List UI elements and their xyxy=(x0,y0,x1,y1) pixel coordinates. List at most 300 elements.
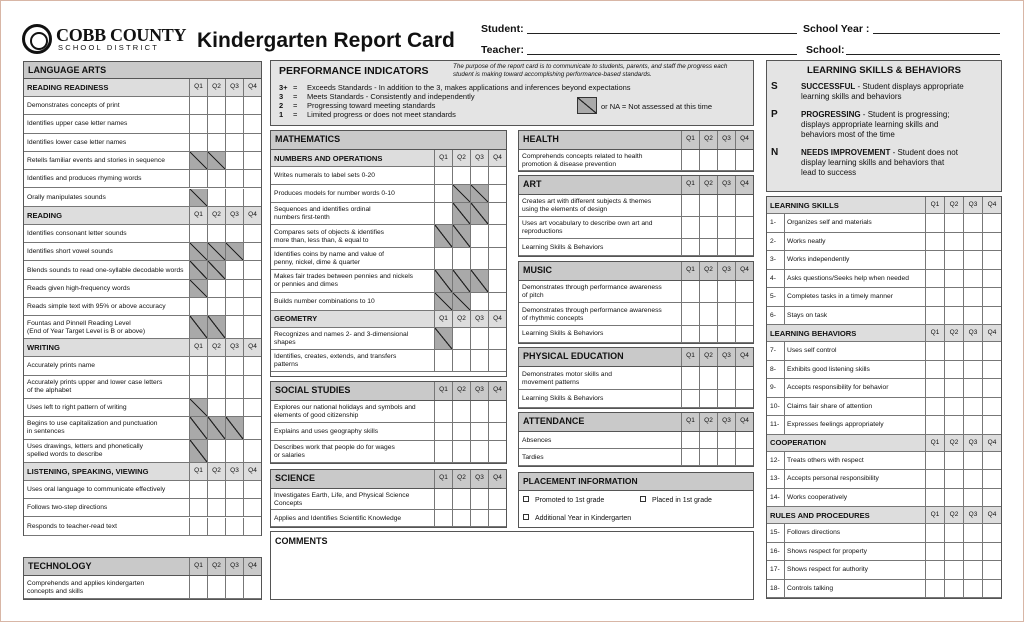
grade-cell-q4[interactable] xyxy=(243,115,261,132)
grade-cell-q3[interactable] xyxy=(470,293,488,310)
table-row xyxy=(271,185,506,203)
grade-cell-q1[interactable] xyxy=(189,518,207,535)
grade-cell-q3[interactable] xyxy=(963,470,982,488)
grade-cell-q4[interactable] xyxy=(243,316,261,338)
grade-cell-q1[interactable] xyxy=(434,489,452,509)
grade-cell-q2[interactable] xyxy=(699,195,717,216)
grade-cell-q3[interactable] xyxy=(470,489,488,509)
grade-cell-q2[interactable] xyxy=(944,379,963,397)
grade-cell-q2[interactable] xyxy=(452,328,470,349)
grade-cell-q3[interactable] xyxy=(717,326,735,342)
grade-cell-q4[interactable] xyxy=(243,152,261,169)
grade-cell-q3[interactable] xyxy=(225,376,243,398)
grade-cell-q1[interactable] xyxy=(925,233,944,251)
grade-cell-q2[interactable] xyxy=(944,524,963,542)
grade-cell-q4[interactable] xyxy=(735,449,753,465)
grade-cell-q1[interactable] xyxy=(189,97,207,114)
grade-cell-q4[interactable] xyxy=(735,239,753,255)
performance-row xyxy=(279,83,631,92)
grade-cell-q1[interactable] xyxy=(925,416,944,434)
grade-cell-q4[interactable] xyxy=(488,293,506,310)
grade-cell-q3[interactable] xyxy=(470,401,488,422)
grade-cell-q4[interactable] xyxy=(982,470,1001,488)
grade-cell-q1[interactable] xyxy=(681,390,699,407)
table-row xyxy=(767,288,1001,307)
table-row xyxy=(271,489,506,510)
grade-cell-q3[interactable] xyxy=(225,357,243,374)
grade-cell-q3[interactable] xyxy=(470,441,488,462)
grade-cell-q2[interactable] xyxy=(944,288,963,306)
technology-section xyxy=(23,557,262,600)
grade-cell-q1[interactable] xyxy=(189,115,207,132)
grade-cell-q3[interactable] xyxy=(470,225,488,246)
grade-cell-q4[interactable] xyxy=(488,248,506,269)
quarter-header-q2: Q2 xyxy=(207,207,225,224)
grade-cell-q4[interactable] xyxy=(243,399,261,416)
grade-cell-q4[interactable] xyxy=(735,217,753,238)
grade-cell-q2[interactable] xyxy=(944,361,963,379)
grade-cell-q2[interactable] xyxy=(944,342,963,360)
grade-cell-q3[interactable] xyxy=(470,510,488,526)
grade-cell-q1[interactable] xyxy=(189,298,207,315)
grade-cell-q1[interactable] xyxy=(925,398,944,416)
grade-cell-q3[interactable] xyxy=(963,288,982,306)
grade-cell-q4[interactable] xyxy=(735,281,753,302)
row-label: Demonstrates through performance awareness of rhythmic concepts xyxy=(522,306,662,322)
grade-cell-q3[interactable] xyxy=(225,225,243,242)
number-divider xyxy=(784,342,785,360)
promoted-option[interactable] xyxy=(523,496,604,504)
table-row xyxy=(767,214,1001,233)
grade-cell-q4[interactable] xyxy=(243,261,261,278)
grade-cell-q4[interactable] xyxy=(243,189,261,206)
grade-cell-q1[interactable] xyxy=(189,576,207,598)
row-number: 8- xyxy=(770,365,776,373)
grade-cell-q1[interactable] xyxy=(434,185,452,202)
grade-cell-q3[interactable] xyxy=(963,489,982,507)
table-row xyxy=(271,167,506,185)
grade-cell-q4[interactable] xyxy=(982,214,1001,232)
grade-cell-q2[interactable] xyxy=(207,440,225,462)
grade-cell-q2[interactable] xyxy=(944,543,963,561)
grade-cell-q2[interactable] xyxy=(699,303,717,324)
grade-cell-q3[interactable] xyxy=(963,307,982,325)
grade-cell-q3[interactable] xyxy=(717,449,735,465)
grade-cell-q3[interactable] xyxy=(470,328,488,349)
grade-cell-q4[interactable] xyxy=(982,561,1001,579)
number-divider xyxy=(784,270,785,288)
grade-cell-q4[interactable] xyxy=(488,350,506,371)
subhead-rules-and-procedures xyxy=(767,507,1001,524)
grade-cell-q2[interactable] xyxy=(944,489,963,507)
grade-cell-q1[interactable] xyxy=(189,225,207,242)
grade-cell-q1[interactable] xyxy=(189,357,207,374)
grade-cell-q2[interactable] xyxy=(207,134,225,151)
grade-cell-q2[interactable] xyxy=(699,390,717,407)
quarter-header-q4: Q4 xyxy=(243,463,261,480)
number-divider xyxy=(784,489,785,507)
grade-cell-q2[interactable] xyxy=(699,239,717,255)
comments-section[interactable] xyxy=(270,531,754,600)
table-row xyxy=(24,376,261,399)
grade-cell-q2[interactable] xyxy=(207,576,225,598)
grade-cell-q3[interactable] xyxy=(963,342,982,360)
grade-cell-q1[interactable] xyxy=(434,203,452,224)
grade-cell-q1[interactable] xyxy=(925,524,944,542)
row-label: Organizes self and materials xyxy=(787,219,872,227)
grade-cell-q1[interactable] xyxy=(434,510,452,526)
physical-education-section xyxy=(518,347,754,409)
grade-cell-q2[interactable] xyxy=(944,398,963,416)
school-year-field[interactable] xyxy=(873,33,1000,34)
row-label: Accepts responsibility for behavior xyxy=(787,384,889,392)
grade-cell-q3[interactable] xyxy=(470,350,488,371)
placed-checkbox[interactable] xyxy=(640,496,646,502)
table-row xyxy=(767,307,1001,326)
grade-cell-q1[interactable] xyxy=(681,326,699,342)
row-label: Demonstrates concepts of print xyxy=(27,102,120,110)
grade-cell-q4[interactable] xyxy=(982,251,1001,269)
grade-cell-q4[interactable] xyxy=(735,195,753,216)
grade-cell-q1[interactable] xyxy=(681,150,699,170)
grade-cell-q2[interactable] xyxy=(207,280,225,297)
grade-cell-q4[interactable] xyxy=(243,97,261,114)
table-row xyxy=(24,298,261,316)
grade-cell-q1[interactable] xyxy=(434,423,452,439)
grade-cell-q1[interactable] xyxy=(925,452,944,470)
grade-cell-q2[interactable] xyxy=(699,326,717,342)
grade-cell-q4[interactable] xyxy=(982,398,1001,416)
grade-cell-q2[interactable] xyxy=(699,432,717,448)
grade-cell-q1[interactable] xyxy=(189,499,207,516)
grade-cell-q3[interactable] xyxy=(225,499,243,516)
table-row xyxy=(767,251,1001,270)
grade-cell-q4[interactable] xyxy=(982,233,1001,251)
quarter-header-q4: Q4 xyxy=(243,79,261,96)
grade-cell-q1[interactable] xyxy=(681,367,699,389)
grade-cell-q2[interactable] xyxy=(452,248,470,269)
grade-cell-q1[interactable] xyxy=(925,580,944,598)
grade-cell-q1[interactable] xyxy=(681,449,699,465)
grade-cell-q1[interactable] xyxy=(925,489,944,507)
grade-cell-q2[interactable] xyxy=(207,298,225,315)
promoted-checkbox[interactable] xyxy=(523,496,529,502)
grade-cell-q3[interactable] xyxy=(225,115,243,132)
grade-cell-q3[interactable] xyxy=(963,452,982,470)
grade-cell-q3[interactable] xyxy=(963,251,982,269)
quarter-header-q4: Q4 xyxy=(982,325,1001,341)
grade-cell-q1[interactable] xyxy=(925,307,944,325)
grade-cell-q4[interactable] xyxy=(735,150,753,170)
lsb-legend-desc: - Student does not display learning skills and behaviors that lead to success xyxy=(801,148,958,177)
grade-cell-q4[interactable] xyxy=(982,489,1001,507)
grade-cell-q2[interactable] xyxy=(207,481,225,498)
placed-option[interactable] xyxy=(640,496,712,504)
grade-cell-q4[interactable] xyxy=(243,225,261,242)
grade-cell-q1[interactable] xyxy=(925,270,944,288)
grade-cell-q3[interactable] xyxy=(717,390,735,407)
grade-cell-q2[interactable] xyxy=(207,97,225,114)
grade-cell-q3[interactable] xyxy=(963,214,982,232)
grade-cell-q3[interactable] xyxy=(225,481,243,498)
grade-cell-q4[interactable] xyxy=(982,452,1001,470)
grade-cell-q2[interactable] xyxy=(944,561,963,579)
grade-cell-q1[interactable] xyxy=(681,432,699,448)
row-label: Demonstrates motor skills and movement patterns xyxy=(522,370,612,386)
grade-cell-q4[interactable] xyxy=(243,134,261,151)
grade-cell-q3[interactable] xyxy=(717,239,735,255)
grade-cell-q2[interactable] xyxy=(944,233,963,251)
table-row xyxy=(271,510,506,527)
grade-cell-q4[interactable] xyxy=(488,167,506,184)
grade-cell-q4[interactable] xyxy=(243,417,261,439)
grade-cell-q3[interactable] xyxy=(225,280,243,297)
table-row xyxy=(767,561,1001,580)
grade-cell-q2[interactable] xyxy=(207,499,225,516)
grade-cell-q2[interactable] xyxy=(699,449,717,465)
grade-cell-q3[interactable] xyxy=(225,97,243,114)
grade-cell-q2[interactable] xyxy=(207,115,225,132)
grade-cell-q4[interactable] xyxy=(488,401,506,422)
grade-cell-q4[interactable] xyxy=(243,481,261,498)
grade-cell-q3[interactable] xyxy=(225,152,243,169)
grade-cell-q3[interactable] xyxy=(225,134,243,151)
grade-cell-q1[interactable] xyxy=(681,217,699,238)
grade-cell-q4[interactable] xyxy=(243,576,261,598)
grade-cell-q4[interactable] xyxy=(488,510,506,526)
grade-cell-q2 xyxy=(207,152,225,169)
district-seal-icon xyxy=(22,24,52,54)
additional-year-checkbox[interactable] xyxy=(523,514,529,520)
grade-cell-q2[interactable] xyxy=(944,416,963,434)
grade-cell-q3[interactable] xyxy=(225,518,243,535)
grade-cell-q2[interactable] xyxy=(452,441,470,462)
grade-cell-q4[interactable] xyxy=(735,432,753,448)
grade-cell-q3[interactable] xyxy=(963,524,982,542)
grade-cell-q4[interactable] xyxy=(243,280,261,297)
quarter-header-q2: Q2 xyxy=(452,470,470,488)
row-label: Explains and uses geography skills xyxy=(274,427,379,435)
grade-cell-q4[interactable] xyxy=(982,543,1001,561)
grade-cell-q1[interactable] xyxy=(681,239,699,255)
grade-cell-q3[interactable] xyxy=(225,298,243,315)
grade-cell-q4[interactable] xyxy=(982,524,1001,542)
grade-cell-q2[interactable] xyxy=(944,214,963,232)
grade-cell-q3[interactable] xyxy=(470,423,488,439)
grade-cell-q2[interactable] xyxy=(207,518,225,535)
performance-equals: = xyxy=(293,83,298,92)
grade-cell-q2[interactable] xyxy=(452,167,470,184)
grade-cell-q3[interactable] xyxy=(225,399,243,416)
grade-cell-q3[interactable] xyxy=(963,233,982,251)
grade-cell-q4[interactable] xyxy=(982,379,1001,397)
grade-cell-q3[interactable] xyxy=(963,416,982,434)
grade-cell-q4[interactable] xyxy=(735,367,753,389)
grade-cell-q2[interactable] xyxy=(207,357,225,374)
grade-cell-q4[interactable] xyxy=(735,326,753,342)
grade-cell-q3[interactable] xyxy=(963,270,982,288)
row-label: Identifies short vowel sounds xyxy=(27,248,113,256)
grade-cell-q4[interactable] xyxy=(982,416,1001,434)
performance-equals: = xyxy=(293,101,298,110)
grade-cell-q1[interactable] xyxy=(681,195,699,216)
grade-cell-q3[interactable] xyxy=(470,167,488,184)
grade-cell-q1[interactable] xyxy=(434,441,452,462)
grade-cell-q3[interactable] xyxy=(717,150,735,170)
number-divider xyxy=(784,543,785,561)
grade-cell-q4[interactable] xyxy=(488,203,506,224)
performance-row xyxy=(279,92,475,101)
grade-cell-q2[interactable] xyxy=(452,489,470,509)
science-section xyxy=(270,469,507,528)
grade-cell-q2[interactable] xyxy=(699,150,717,170)
row-label: Follows two-step directions xyxy=(27,504,108,512)
grade-cell-q3[interactable] xyxy=(717,217,735,238)
grade-cell-q1[interactable] xyxy=(434,401,452,422)
grade-cell-q1[interactable] xyxy=(189,170,207,187)
row-label: Applies and Identifies Scientific Knowledge xyxy=(274,514,402,522)
school-field[interactable] xyxy=(846,54,1000,55)
grade-cell-q1[interactable] xyxy=(925,288,944,306)
grade-cell-q1[interactable] xyxy=(925,361,944,379)
additional-year-option[interactable] xyxy=(523,514,631,522)
grade-cell-q1[interactable] xyxy=(434,350,452,371)
grade-cell-q4[interactable] xyxy=(982,580,1001,598)
grade-cell-q4[interactable] xyxy=(982,270,1001,288)
grade-cell-q4[interactable] xyxy=(982,361,1001,379)
grade-cell-q2[interactable] xyxy=(452,510,470,526)
table-row xyxy=(24,499,261,517)
grade-cell-q4[interactable] xyxy=(488,489,506,509)
grade-cell-q1[interactable] xyxy=(925,379,944,397)
grade-cell-q3[interactable] xyxy=(717,303,735,324)
table-row xyxy=(767,398,1001,417)
grade-cell-q2[interactable] xyxy=(944,470,963,488)
grade-cell-q2 xyxy=(452,203,470,224)
grade-cell-q2[interactable] xyxy=(207,225,225,242)
grade-cell-q2[interactable] xyxy=(944,270,963,288)
grade-cell-q3[interactable] xyxy=(225,189,243,206)
grade-cell-q2[interactable] xyxy=(452,350,470,371)
grade-cell-q1 xyxy=(434,328,452,349)
grade-cell-q3[interactable] xyxy=(717,432,735,448)
grade-cell-q4[interactable] xyxy=(243,243,261,260)
grade-cell-q2[interactable] xyxy=(207,376,225,398)
grade-cell-q4[interactable] xyxy=(488,185,506,202)
grade-cell-q3[interactable] xyxy=(717,281,735,302)
grade-cell-q2[interactable] xyxy=(944,307,963,325)
grade-cell-q2[interactable] xyxy=(699,217,717,238)
grade-cell-q1[interactable] xyxy=(189,134,207,151)
quarter-header-q4: Q4 xyxy=(243,339,261,356)
quarter-header-q2: Q2 xyxy=(452,311,470,327)
grade-cell-q1[interactable] xyxy=(925,470,944,488)
grade-cell-q1[interactable] xyxy=(189,481,207,498)
grade-cell-q2[interactable] xyxy=(452,401,470,422)
grade-cell-q1[interactable] xyxy=(925,342,944,360)
grade-cell-q4[interactable] xyxy=(982,342,1001,360)
grade-cell-q3[interactable] xyxy=(963,398,982,416)
grade-cell-q4[interactable] xyxy=(243,499,261,516)
grade-cell-q3[interactable] xyxy=(225,261,243,278)
grade-cell-q2 xyxy=(452,225,470,246)
table-row xyxy=(767,580,1001,599)
grade-cell-q2[interactable] xyxy=(207,170,225,187)
grade-cell-q2[interactable] xyxy=(944,580,963,598)
grade-cell-q4[interactable] xyxy=(488,423,506,439)
grade-cell-q2 xyxy=(207,417,225,439)
grade-cell-q4[interactable] xyxy=(243,357,261,374)
row-number: 11- xyxy=(770,421,780,429)
grade-cell-q4[interactable] xyxy=(243,518,261,535)
not-assessed-text: or NA = Not assessed at this time xyxy=(601,102,713,111)
row-label: Shows respect for authority xyxy=(787,566,869,574)
grade-cell-q4[interactable] xyxy=(735,303,753,324)
student-field[interactable] xyxy=(527,33,797,34)
grade-cell-q1[interactable] xyxy=(434,248,452,269)
science-title-title: SCIENCE xyxy=(275,473,316,483)
grade-cell-q2[interactable] xyxy=(207,399,225,416)
grade-cell-q4[interactable] xyxy=(488,328,506,349)
grade-cell-q4[interactable] xyxy=(488,270,506,291)
row-label: Identifies consonant letter sounds xyxy=(27,229,127,237)
grade-cell-q1[interactable] xyxy=(925,543,944,561)
grade-cell-q2[interactable] xyxy=(699,367,717,389)
grade-cell-q3[interactable] xyxy=(963,543,982,561)
number-divider xyxy=(784,379,785,397)
grade-cell-q3[interactable] xyxy=(717,195,735,216)
grade-cell-q2[interactable] xyxy=(699,281,717,302)
row-label: Compares sets of objects & identifies more than, less than, & equal to xyxy=(274,228,385,244)
grade-cell-q3[interactable] xyxy=(470,248,488,269)
number-divider xyxy=(784,361,785,379)
grade-cell-q4[interactable] xyxy=(735,390,753,407)
grade-cell-q3[interactable] xyxy=(963,580,982,598)
grade-cell-q3[interactable] xyxy=(963,361,982,379)
grade-cell-q3[interactable] xyxy=(225,316,243,338)
grade-cell-q4[interactable] xyxy=(243,298,261,315)
grade-cell-q4[interactable] xyxy=(982,288,1001,306)
grade-cell-q2[interactable] xyxy=(207,189,225,206)
grade-cell-q3[interactable] xyxy=(225,576,243,598)
grade-cell-q3[interactable] xyxy=(963,561,982,579)
grade-cell-q2[interactable] xyxy=(944,251,963,269)
grade-cell-q4[interactable] xyxy=(243,170,261,187)
grade-cell-q1[interactable] xyxy=(925,561,944,579)
grade-cell-q1[interactable] xyxy=(681,303,699,324)
grade-cell-q1[interactable] xyxy=(681,281,699,302)
grade-cell-q1[interactable] xyxy=(189,376,207,398)
grade-cell-q4[interactable] xyxy=(243,440,261,462)
grade-cell-q2[interactable] xyxy=(944,452,963,470)
teacher-field[interactable] xyxy=(527,54,797,55)
grade-cell-q3[interactable] xyxy=(717,367,735,389)
grade-cell-q1[interactable] xyxy=(434,167,452,184)
grade-cell-q3[interactable] xyxy=(225,440,243,462)
music-title-title: MUSIC xyxy=(523,265,552,275)
grade-cell-q3[interactable] xyxy=(963,379,982,397)
grade-cell-q4[interactable] xyxy=(488,441,506,462)
quarter-header-q2: Q2 xyxy=(944,507,963,523)
grade-cell-q4[interactable] xyxy=(982,307,1001,325)
grade-cell-q2[interactable] xyxy=(452,423,470,439)
grade-cell-q4[interactable] xyxy=(243,376,261,398)
health-title-title: HEALTH xyxy=(523,134,559,144)
grade-cell-q1[interactable] xyxy=(925,214,944,232)
grade-cell-q1[interactable] xyxy=(925,251,944,269)
grade-cell-q3[interactable] xyxy=(225,170,243,187)
grade-cell-q4[interactable] xyxy=(488,225,506,246)
